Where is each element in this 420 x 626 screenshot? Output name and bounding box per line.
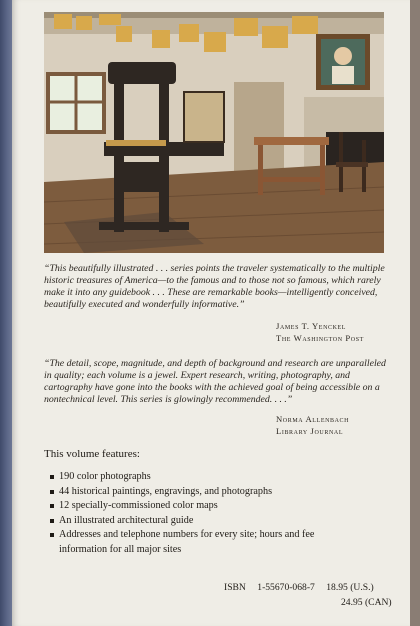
features-list xyxy=(50,470,350,557)
features-heading: This volume features: xyxy=(44,448,140,460)
isbn-label: ISBN xyxy=(224,582,246,593)
price-can: 24.95 (CAN) xyxy=(341,597,392,608)
feature-item: 44 historical paintings, engravings, and photographs xyxy=(50,485,350,500)
feature-item: An illustrated architectural guide xyxy=(50,514,350,529)
book-spine-edge xyxy=(0,0,12,626)
isbn-number: 1-55670-068-7 xyxy=(257,582,315,593)
review-source-1: The Washington Post xyxy=(276,333,364,343)
feature-item: Addresses and telephone numbers for every site; hours and fee information for all major sites xyxy=(50,528,350,557)
review-author-1: James T. Yenckel xyxy=(276,321,347,331)
feature-item: 190 color photographs xyxy=(50,470,350,485)
back-cover xyxy=(12,0,410,626)
isbn-line xyxy=(224,582,374,593)
review-source-2: Library Journal xyxy=(276,426,344,436)
review-attribution-2 xyxy=(276,413,349,437)
price-us: 18.95 (U.S.) xyxy=(326,582,374,593)
printing-press-room-image xyxy=(44,12,384,253)
review-quote-2: “The detail, scope, magnitude, and depth of background and research are unparalleled in quality; each volume is a jewel. Expert research, writing, photography, and cartography have gone into the books with the achieved goal of being accessible on a nontechnical level. This series is glowingly recommended. . . .” xyxy=(44,358,386,405)
review-attribution-1 xyxy=(276,320,364,344)
cover-photo xyxy=(44,12,384,253)
feature-item: 12 specially-commissioned color maps xyxy=(50,499,350,514)
review-author-2: Norma Allenbach xyxy=(276,414,350,424)
review-quote-1: “This beautifully illustrated . . . series points the traveler systematically to the multiple historic treasures of America—to the famous and to those not so famous, which rarely make it into any guidebook . . . These are remarkable books—intelligently conceived, beautifully executed and wonderfully informative.” xyxy=(44,263,385,310)
